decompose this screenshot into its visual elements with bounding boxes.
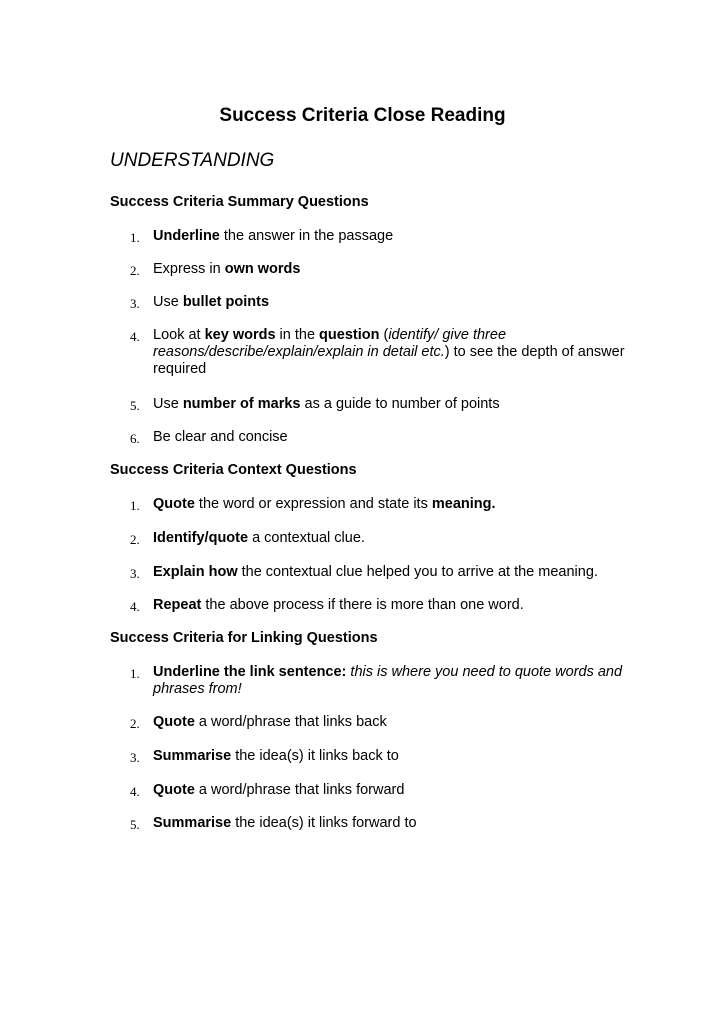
list-item <box>110 782 630 799</box>
list-item-text <box>153 564 630 581</box>
list-item <box>110 564 630 581</box>
bold-text: Summarise <box>153 748 232 764</box>
bold-text: Identify/quote <box>153 530 249 546</box>
list-item-text <box>153 396 630 413</box>
list-number: 5. <box>130 398 140 413</box>
list-number: 1. <box>130 498 140 513</box>
bold-text: Quote <box>153 782 195 798</box>
section-title-summary: Success Criteria Summary Questions <box>110 194 369 210</box>
list-number: 5. <box>130 817 140 832</box>
list-item <box>110 228 630 245</box>
plain-text: the answer in the passage <box>219 228 394 244</box>
plain-text: Use <box>153 294 183 310</box>
plain-text: as a guide to number of points <box>300 396 500 412</box>
list-item <box>110 748 630 765</box>
plain-text: the idea(s) it links back to <box>231 748 399 764</box>
list-number: 1. <box>130 230 140 245</box>
bold-text: key words <box>204 327 276 343</box>
bold-text: own words <box>224 261 301 277</box>
list-number: 2. <box>130 716 140 731</box>
list-number: 2. <box>130 532 140 547</box>
plain-text: Be clear and concise <box>153 429 288 445</box>
list-item-text <box>153 294 630 311</box>
bold-text: Repeat <box>153 597 202 613</box>
plain-text: Express in <box>153 261 225 277</box>
list-number: 4. <box>130 329 140 344</box>
section-heading: UNDERSTANDING <box>110 150 275 171</box>
list-item-text <box>153 748 630 765</box>
bold-text: meaning. <box>431 496 496 512</box>
bold-text: Summarise <box>153 815 232 831</box>
list-item <box>110 327 630 378</box>
list-item <box>110 429 630 446</box>
bold-text: bullet points <box>182 294 270 310</box>
plain-text: the above process if there is more than one word. <box>201 597 524 613</box>
list-item-text <box>153 530 630 547</box>
list-item-text <box>153 496 630 513</box>
list-item <box>110 396 630 413</box>
bold-text: Underline the link sentence: <box>153 664 347 680</box>
list-item-text <box>153 327 630 378</box>
list-item-text <box>153 815 630 832</box>
list-item <box>110 496 630 513</box>
list-item <box>110 597 630 614</box>
list-item-text <box>153 714 630 731</box>
list-item-text <box>153 261 630 278</box>
bold-text: Quote <box>153 714 195 730</box>
plain-text: ( <box>379 327 389 343</box>
list-item-text <box>153 429 630 446</box>
list-item <box>110 664 630 698</box>
italic-text: this is where you need to quote words and phrases from! <box>153 664 623 697</box>
plain-text: the word or expression and state its <box>194 496 432 512</box>
page-title: Success Criteria Close Reading <box>219 105 506 126</box>
section-title-context: Success Criteria Context Questions <box>110 462 357 478</box>
list-item <box>110 714 630 731</box>
plain-text: Use <box>153 396 183 412</box>
list-item-text <box>153 782 630 799</box>
list-number: 4. <box>130 784 140 799</box>
list-item <box>110 261 630 278</box>
list-item <box>110 294 630 311</box>
list-number: 4. <box>130 599 140 614</box>
bold-text: number of marks <box>182 396 301 412</box>
plain-text: the contextual clue helped you to arrive at the meaning. <box>237 564 598 580</box>
plain-text: a contextual clue. <box>248 530 365 546</box>
plain-text: ) to see the depth of answer required <box>153 344 625 377</box>
list-item-text <box>153 597 630 614</box>
list-number: 3. <box>130 296 140 311</box>
list-item-text <box>153 664 630 698</box>
plain-text: a word/phrase that links back <box>194 714 387 730</box>
bold-text: question <box>319 327 380 343</box>
italic-text: identify/ give three reasons/describe/explain/explain in detail etc. <box>153 327 507 360</box>
list-number: 6. <box>130 431 140 446</box>
list-number: 3. <box>130 750 140 765</box>
list-number: 2. <box>130 263 140 278</box>
list-item-text <box>153 228 630 245</box>
list-number: 1. <box>130 666 140 681</box>
section-title-linking: Success Criteria for Linking Questions <box>110 630 378 646</box>
list-number: 3. <box>130 566 140 581</box>
plain-text: a word/phrase that links forward <box>194 782 405 798</box>
list-item <box>110 815 630 832</box>
bold-text: Explain how <box>153 564 238 580</box>
plain-text: the idea(s) it links forward to <box>231 815 417 831</box>
plain-text: Look at <box>153 327 205 343</box>
bold-text: Quote <box>153 496 195 512</box>
bold-text: Underline <box>153 228 220 244</box>
plain-text: in the <box>275 327 320 343</box>
list-item <box>110 530 630 547</box>
